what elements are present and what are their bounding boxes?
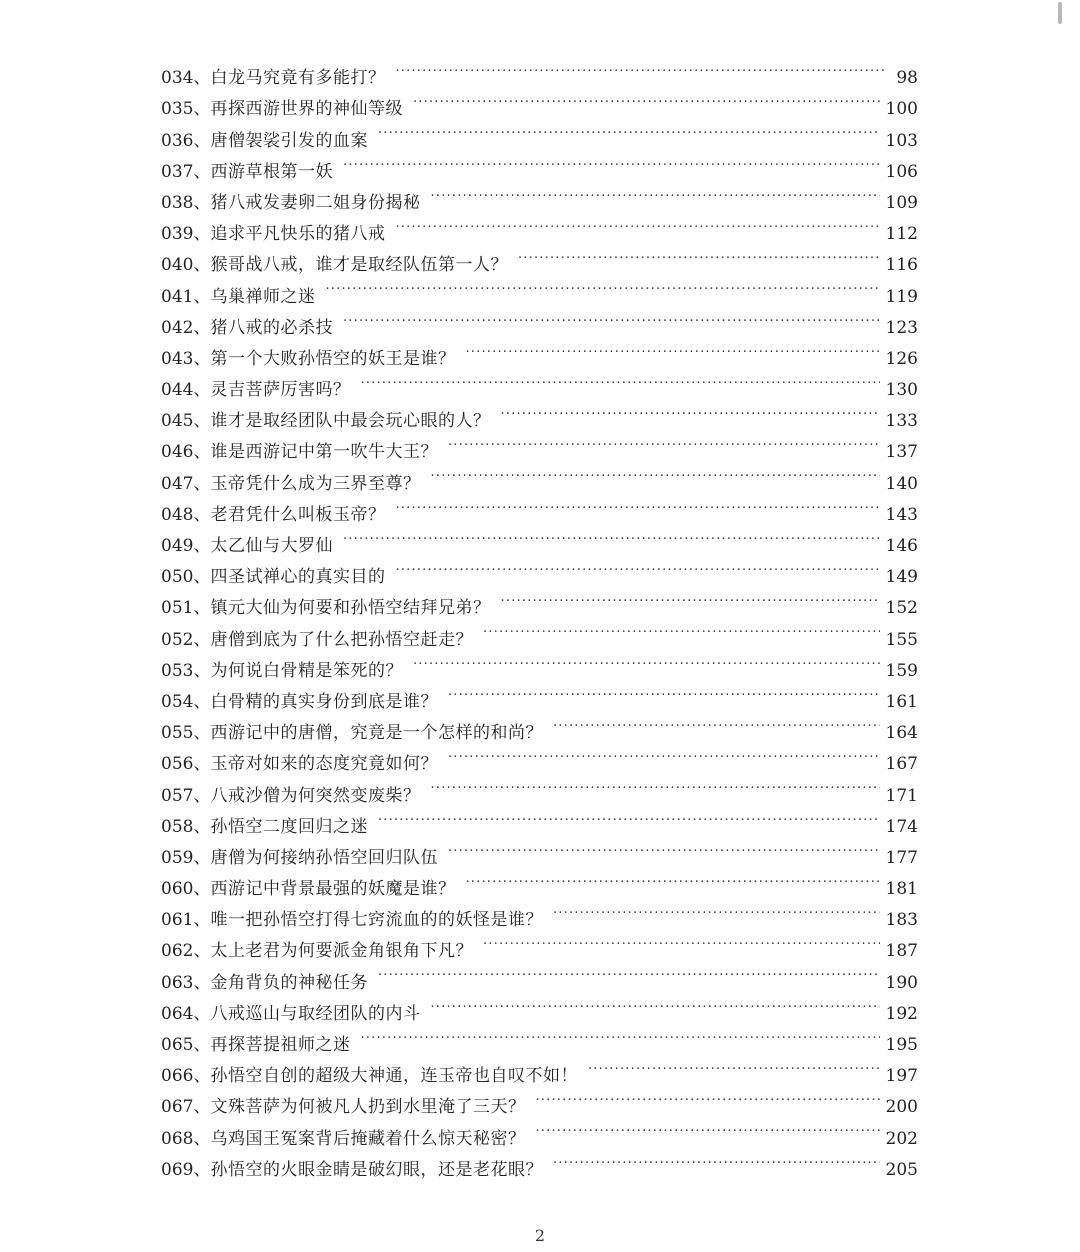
toc-entry-number: 055: [161, 723, 194, 744]
toc-entry-separator: 、: [193, 99, 211, 120]
toc-dot-leader: [500, 395, 879, 426]
toc-entry-page: 167: [885, 754, 918, 775]
toc-entry-page: 200: [885, 1097, 918, 1118]
toc-entry-separator: 、: [193, 847, 211, 868]
toc-entry-title: 玉帝对如来的态度究竟如何？: [210, 754, 438, 775]
toc-entry-separator: 、: [193, 941, 211, 962]
toc-entry-number: 065: [161, 1035, 194, 1055]
toc-dot-leader: [430, 988, 879, 1019]
toc-entry-number: 062: [161, 941, 194, 962]
toc-entry-number: 060: [161, 879, 194, 900]
toc-entry-page: 146: [885, 536, 918, 556]
scrollbar[interactable]: [1056, 2, 1064, 28]
toc-entry-title: 文殊菩萨为何被凡人扔到水里淹了三天？: [210, 1097, 526, 1118]
toc-entry-title: 孙悟空的火眼金睛是破幻眼，还是老花眼？: [210, 1159, 543, 1180]
toc-dot-leader: [553, 894, 880, 925]
toc-entry-page: 98: [896, 68, 918, 89]
toc-dot-leader: [483, 613, 880, 644]
toc-entry-number: 043: [161, 348, 194, 369]
toc-dot-leader: [360, 364, 879, 395]
toc-dot-leader: [395, 489, 879, 520]
toc-entry-separator: 、: [193, 1097, 211, 1118]
toc-entry-number: 050: [161, 567, 194, 588]
toc-entry-page: 159: [885, 660, 918, 681]
toc-entry-number: 059: [161, 847, 194, 868]
toc-entry-page: 112: [885, 224, 918, 245]
toc-entry-title: 八戒巡山与取经团队的内斗: [210, 1003, 421, 1024]
toc-entry-page: 100: [885, 99, 918, 120]
toc-entry-separator: 、: [193, 1159, 211, 1180]
toc-entry-title: 乌鸡国王冤案背后掩藏着什么惊天秘密？: [210, 1128, 526, 1149]
toc-entry-separator: 、: [193, 598, 211, 619]
toc-entry-number: 035: [161, 99, 194, 120]
toc-entry-separator: 、: [193, 442, 211, 463]
toc-entry-number: 040: [161, 255, 194, 276]
toc-entry-title: 白骨精的真实身份到底是谁？: [210, 691, 438, 712]
toc-entry-number: 042: [161, 317, 194, 338]
toc-entry-title: 为何说白骨精是笨死的？: [210, 660, 403, 681]
toc-entry-separator: 、: [193, 317, 211, 338]
toc-entry-page: 106: [885, 161, 918, 182]
toc-entry-separator: 、: [193, 161, 211, 182]
toc-entry-title: 猪八戒的必杀技: [210, 317, 333, 338]
toc-entry-title: 第一个大败孙悟空的妖王是谁？: [210, 348, 456, 369]
toc-entry-separator: 、: [193, 879, 211, 900]
toc-dot-leader: [325, 270, 879, 301]
toc-entry-page: 137: [885, 442, 918, 463]
toc-entry-separator: 、: [193, 380, 211, 401]
toc-entry-page: 116: [885, 255, 918, 276]
toc-dot-leader: [553, 707, 880, 738]
toc-dot-leader: [588, 1050, 880, 1081]
toc-entry-title: 唐僧袈裟引发的血案: [210, 130, 368, 151]
toc-entry-separator: 、: [193, 629, 211, 650]
toc-entry-page: 133: [885, 411, 918, 432]
toc-entry-separator: 、: [193, 723, 211, 744]
toc-entry-separator: 、: [193, 567, 211, 588]
toc-dot-leader: [413, 83, 880, 114]
toc-entry-title: 唯一把孙悟空打得七窍流血的的妖怪是谁？: [210, 910, 543, 931]
toc-entry-page: 174: [885, 816, 918, 837]
toc-entry-page: 190: [885, 972, 918, 993]
toc-entry-separator: 、: [193, 972, 211, 993]
toc-entry-separator: 、: [193, 411, 211, 432]
toc-dot-leader: [395, 551, 879, 582]
toc-dot-leader: [343, 520, 880, 551]
toc-dot-leader: [430, 769, 879, 800]
toc-entry-number: 052: [161, 629, 194, 650]
toc-entry-separator: 、: [193, 224, 211, 245]
toc-entry-separator: 、: [193, 785, 211, 806]
toc-entry-number: 054: [161, 691, 194, 712]
toc-entry-page: 140: [885, 473, 918, 494]
toc-dot-leader: [500, 582, 879, 613]
toc-entry-title: 孙悟空二度回归之迷: [210, 816, 368, 837]
toc-entry-title: 四圣试禅心的真实目的: [210, 567, 386, 588]
toc-entry-separator: 、: [193, 348, 211, 369]
toc-entry-title: 孙悟空自创的超级大神通，连玉帝也自叹不如！: [210, 1066, 578, 1087]
toc-entry-separator: 、: [193, 286, 211, 307]
toc-entry-number: 053: [161, 660, 194, 681]
toc-entry-title: 谁是西游记中第一吹牛大王？: [210, 442, 438, 463]
toc-entry-number: 049: [161, 536, 194, 556]
toc-entry-title: 八戒沙僧为何突然变废柴？: [210, 785, 421, 806]
toc-entry-number: 064: [161, 1003, 194, 1024]
toc-dot-leader: [448, 738, 880, 769]
toc-entry-separator: 、: [193, 1003, 211, 1024]
toc-entry-number: 039: [161, 224, 194, 245]
toc-entry-number: 056: [161, 754, 194, 775]
toc-entry-number: 048: [161, 504, 194, 525]
toc-dot-leader: [553, 1144, 880, 1175]
toc-entry-number: 061: [161, 910, 194, 931]
toc-entry-title: 唐僧到底为了什么把孙悟空赶走？: [210, 629, 473, 650]
toc-entry-separator: 、: [193, 68, 211, 89]
toc-entry-number: 051: [161, 598, 194, 619]
toc-entry-page: 195: [885, 1035, 918, 1055]
toc-entry-page: 152: [885, 598, 918, 619]
toc-entry-page: 130: [885, 380, 918, 401]
toc-entry-number: 047: [161, 473, 194, 494]
toc-entry-separator: 、: [193, 255, 211, 276]
toc-entry-title: 白龙马究竟有多能打？: [210, 68, 386, 89]
toc-entry-title: 猴哥战八戒，谁才是取经队伍第一人？: [210, 255, 508, 276]
toc-entry-title: 乌巢禅师之迷: [210, 286, 316, 307]
toc-entry-separator: 、: [193, 910, 211, 931]
toc-entry-separator: 、: [193, 504, 211, 525]
toc-entry-number: 037: [161, 161, 194, 182]
toc-entry-page: 202: [885, 1128, 918, 1149]
toc-dot-leader: [465, 863, 879, 894]
toc-entry-number: 046: [161, 442, 194, 463]
toc-entry-title: 谁才是取经团队中最会玩心眼的人？: [210, 411, 491, 432]
toc-entry-page: 155: [885, 629, 918, 650]
toc-entry-title: 镇元大仙为何要和孙悟空结拜兄弟？: [210, 598, 491, 619]
toc-entry-page: 123: [885, 317, 918, 338]
toc-entry-separator: 、: [193, 660, 211, 681]
toc-entry-number: 036: [161, 130, 194, 151]
toc-dot-leader: [395, 52, 884, 83]
toc-dot-leader: [378, 801, 880, 832]
page-number: 2: [534, 1226, 546, 1245]
toc-entry-page: 126: [885, 348, 918, 369]
toc-dot-leader: [378, 956, 880, 987]
toc-entry-page: 103: [885, 130, 918, 151]
toc-entry-separator: 、: [193, 536, 211, 556]
toc-entry-separator: 、: [193, 130, 211, 151]
toc-entry-number: 057: [161, 785, 194, 806]
toc-entry-page: 183: [885, 910, 918, 931]
toc-dot-leader: [413, 645, 880, 676]
toc-dot-leader: [395, 208, 879, 239]
toc-entry-title: 再探菩提祖师之迷: [210, 1035, 351, 1055]
toc-entry-number: 044: [161, 380, 194, 401]
toc-entry-page: 192: [885, 1003, 918, 1024]
toc-entry-title: 太乙仙与大罗仙: [210, 536, 333, 556]
toc-dot-leader: [448, 832, 880, 863]
toc-dot-leader: [343, 302, 880, 333]
toc-dot-leader: [518, 239, 880, 270]
toc-entry-page: 164: [885, 723, 918, 744]
table-of-contents: [161, 52, 918, 1180]
toc-entry-title: 追求平凡快乐的猪八戒: [210, 224, 386, 245]
toc-entry-number: 068: [161, 1128, 194, 1149]
toc-entry-number: 063: [161, 972, 194, 993]
toc-entry-title: 西游记中背景最强的妖魔是谁？: [210, 879, 456, 900]
toc-entry-page: 181: [885, 879, 918, 900]
toc-entry-page: 119: [885, 286, 918, 307]
toc-entry-number: 069: [161, 1159, 194, 1180]
toc-entry-page: 171: [885, 785, 918, 806]
toc-entry-title: 猪八戒发妻卵二姐身份揭秘: [210, 192, 421, 213]
toc-entry-number: 041: [161, 286, 194, 307]
toc-entry-separator: 、: [193, 1066, 211, 1087]
toc-dot-leader: [378, 114, 880, 145]
toc-dot-leader: [535, 1081, 879, 1112]
toc-entry-page: 109: [885, 192, 918, 213]
toc-entry-number: 067: [161, 1097, 194, 1118]
toc-entry-title: 西游记中的唐僧，究竟是一个怎样的和尚？: [210, 723, 543, 744]
toc-entry-title: 金角背负的神秘任务: [210, 972, 368, 993]
toc-entry-number: 045: [161, 411, 194, 432]
toc-dot-leader: [483, 925, 880, 956]
toc-entry-number: 038: [161, 192, 194, 213]
toc-entry-page: 197: [885, 1066, 918, 1087]
toc-entry-page: 143: [885, 504, 918, 525]
toc-dot-leader: [430, 457, 879, 488]
toc-entry-separator: 、: [193, 473, 211, 494]
toc-entry-separator: 、: [193, 691, 211, 712]
toc-entry-page: 177: [885, 847, 918, 868]
toc-entry-page: 205: [885, 1159, 918, 1180]
toc-entry-title: 老君凭什么叫板玉帝？: [210, 504, 386, 525]
toc-dot-leader: [465, 333, 879, 364]
toc-entry-separator: 、: [193, 1035, 211, 1055]
toc-dot-leader: [535, 1112, 879, 1143]
toc-entry-title: 玉帝凭什么成为三界至尊？: [210, 473, 421, 494]
toc-entry-page: 187: [885, 941, 918, 962]
toc-entry-title: 再探西游世界的神仙等级: [210, 99, 403, 120]
toc-entry-title: 灵吉菩萨厉害吗？: [210, 380, 351, 401]
toc-dot-leader: [343, 146, 880, 177]
toc-entry-separator: 、: [193, 754, 211, 775]
toc-entry-number: 034: [161, 68, 194, 89]
toc-entry-separator: 、: [193, 816, 211, 837]
toc-entry-number: 066: [161, 1066, 194, 1087]
toc-entry-title: 太上老君为何要派金角银角下凡？: [210, 941, 473, 962]
toc-entry-page: 149: [885, 567, 918, 588]
toc-entry-title: 唐僧为何接纳孙悟空回归队伍: [210, 847, 438, 868]
toc-dot-leader: [448, 426, 880, 457]
scrollbar-thumb[interactable]: [1058, 2, 1062, 24]
toc-dot-leader: [448, 676, 880, 707]
toc-entry-title: 西游草根第一妖: [210, 161, 333, 182]
toc-entry-number: 058: [161, 816, 194, 837]
toc-entry-separator: 、: [193, 1128, 211, 1149]
toc-dot-leader: [430, 177, 879, 208]
toc-dot-leader: [360, 1019, 879, 1050]
toc-entry-page: 161: [885, 691, 918, 712]
toc-entry-separator: 、: [193, 192, 211, 213]
toc-entry[interactable]: [161, 52, 918, 89]
